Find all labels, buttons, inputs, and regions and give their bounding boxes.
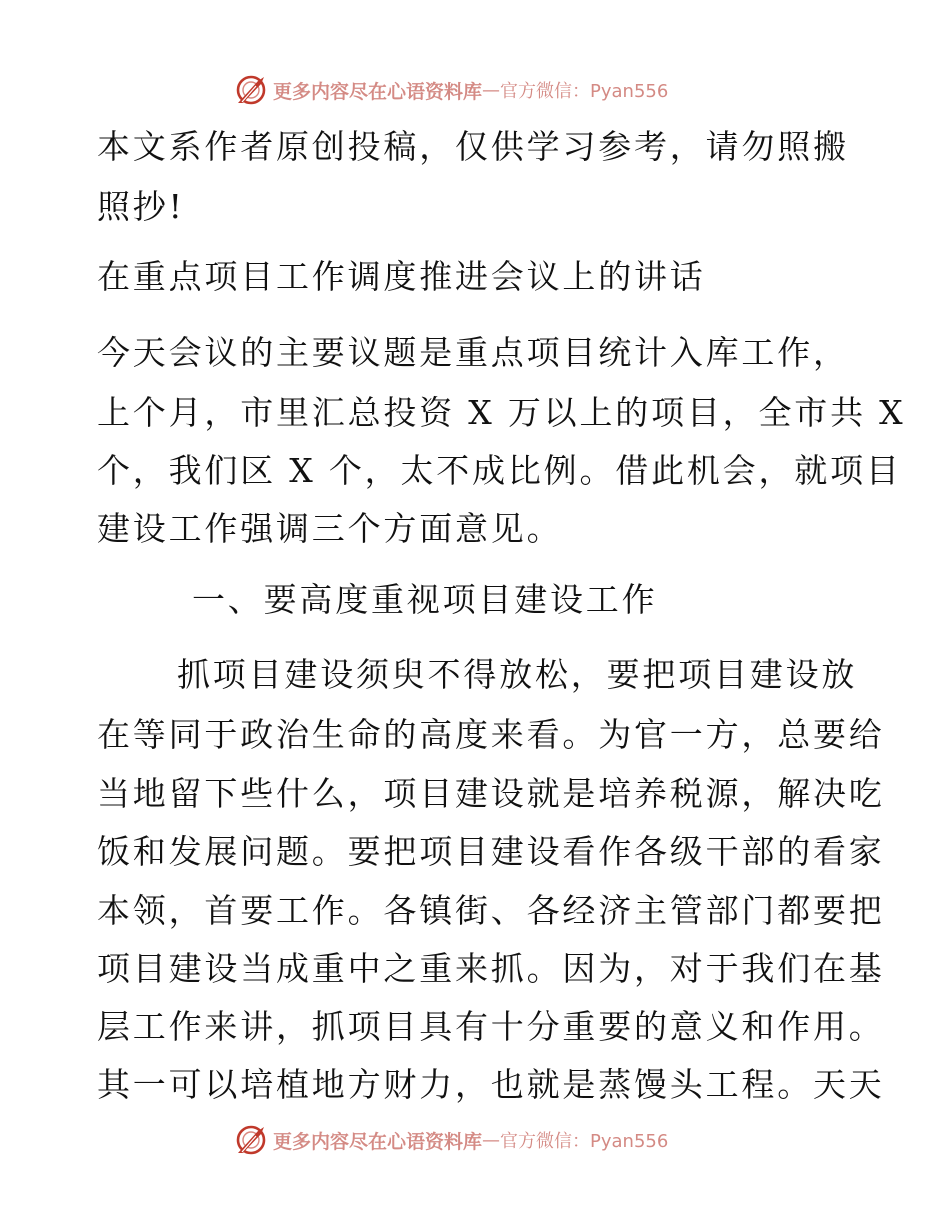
header-watermark bbox=[234, 72, 668, 108]
doc-line-14: 项目建设当成重中之重来抓。因为，对于我们在基 bbox=[97, 949, 885, 988]
doc-title: 在重点项目工作调度推进会议上的讲话 bbox=[97, 257, 706, 296]
watermark-sub-text: 官方微信：Pyan556 bbox=[500, 1131, 669, 1152]
doc-line-9: 抓项目建设须臾不得放松，要把项目建设放 bbox=[177, 655, 858, 694]
watermark-main-text: 更多内容尽在心语资料库 bbox=[273, 80, 483, 103]
watermark-dash: — bbox=[482, 79, 501, 101]
doc-line-4: 今天会议的主要议题是重点项目统计入库工作， bbox=[97, 333, 849, 372]
watermark-main-text: 更多内容尽在心语资料库 bbox=[273, 1130, 483, 1153]
doc-line-2: 照抄! bbox=[97, 187, 185, 226]
doc-line-6: 个，我们区 X 个，太不成比例。借此机会，就项目 bbox=[97, 451, 902, 490]
doc-line-15: 层工作来讲，抓项目具有十分重要的意义和作用。 bbox=[97, 1007, 885, 1046]
doc-line-11: 当地留下些什么，项目建设就是培养税源，解决吃 bbox=[97, 774, 885, 813]
doc-line-7: 建设工作强调三个方面意见。 bbox=[97, 509, 563, 548]
doc-line-12: 饭和发展问题。要把项目建设看作各级干部的看家 bbox=[97, 832, 885, 871]
doc-line-13: 本领，首要工作。各镇街、各经济主管部门都要把 bbox=[97, 891, 885, 930]
watermark-sub-text: 官方微信：Pyan556 bbox=[500, 81, 669, 102]
doc-line-5: 上个月，市里汇总投资 X 万以上的项目，全市共 X bbox=[97, 393, 906, 432]
doc-line-10: 在等同于政治生命的高度来看。为官一方，总要给 bbox=[97, 715, 885, 754]
footer-watermark bbox=[234, 1122, 668, 1158]
quill-logo-icon bbox=[234, 1123, 268, 1157]
quill-logo-icon bbox=[234, 73, 268, 107]
watermark-dash: — bbox=[482, 1129, 501, 1151]
section-heading-1: 一、要高度重视项目建设工作 bbox=[192, 580, 658, 619]
doc-line-16: 其一可以培植地方财力，也就是蒸馒头工程。天天 bbox=[97, 1065, 885, 1104]
doc-line-1: 本文系作者原创投稿，仅供学习参考，请勿照搬 bbox=[97, 127, 849, 166]
